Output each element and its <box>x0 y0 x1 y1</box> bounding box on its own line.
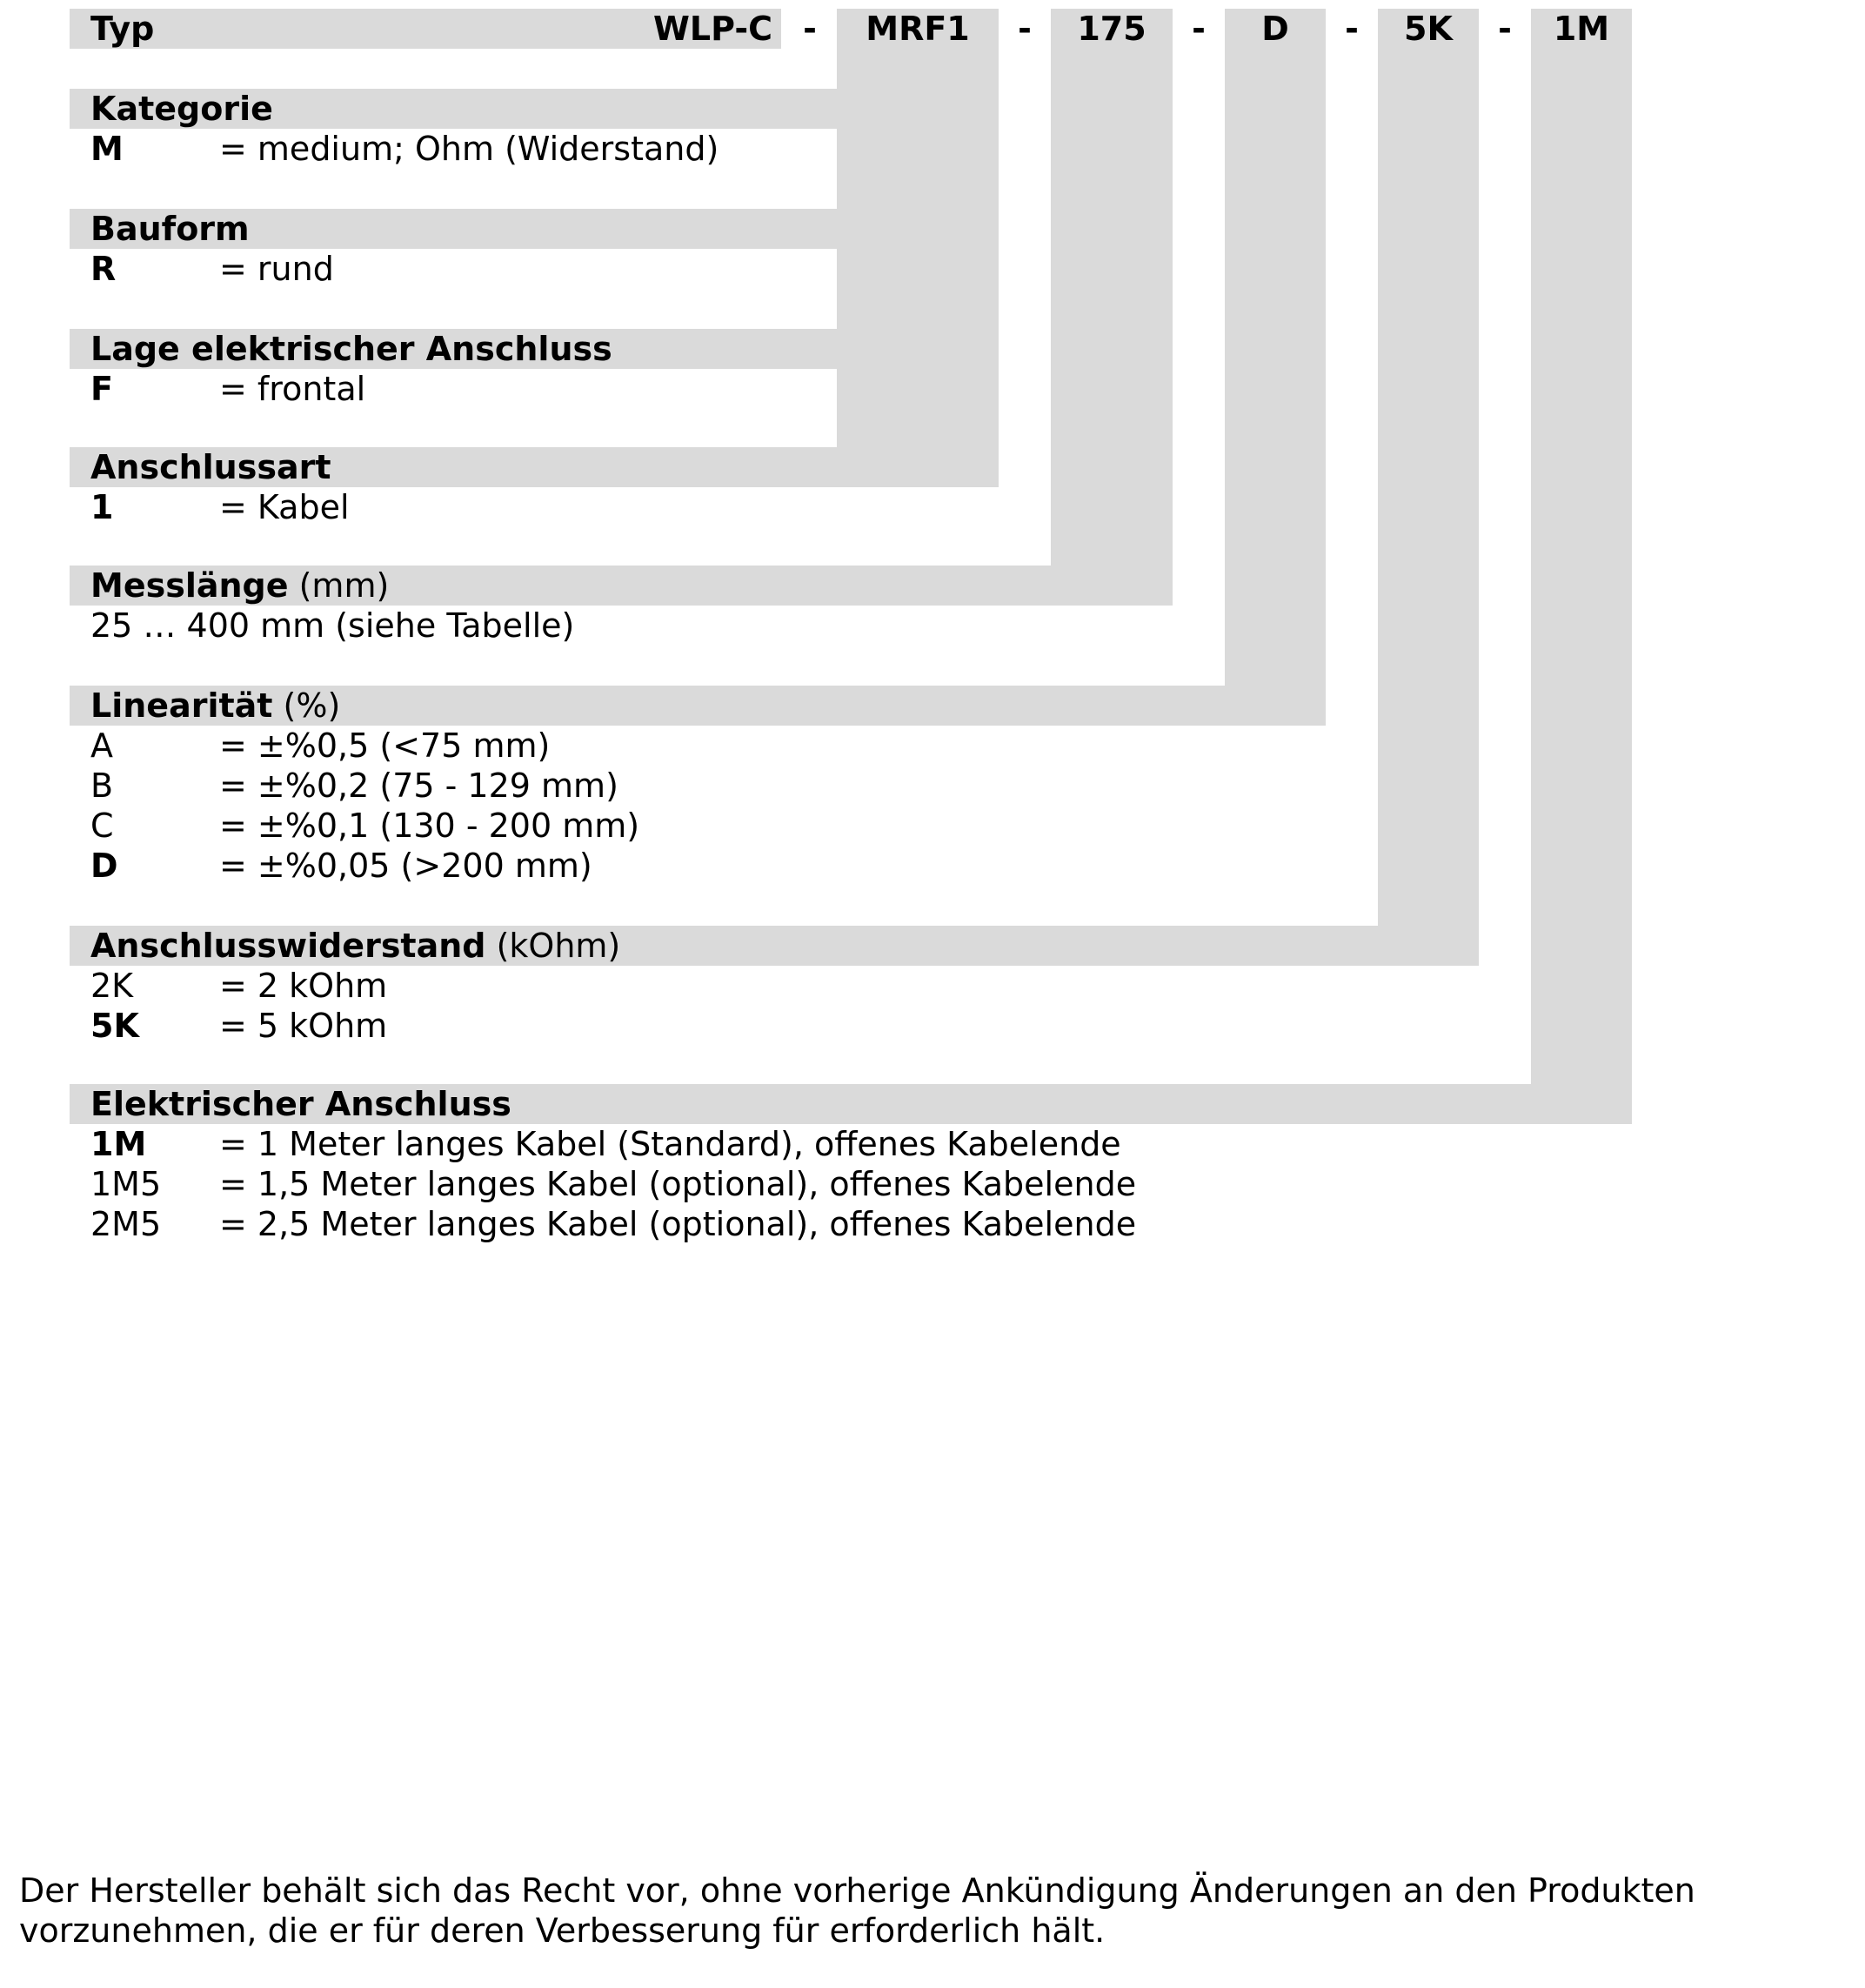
linearitaet-title: Linearität <box>90 686 273 725</box>
option-code-r: R <box>90 250 117 288</box>
section-title-bauform: Bauform <box>90 210 250 248</box>
option-text-5k: = 5 kOhm <box>219 1007 388 1045</box>
disclaimer <box>19 1871 1828 1951</box>
option-text-1m: = 1 Meter langes Kabel (Standard), offenes Kabelende <box>219 1125 1121 1163</box>
type-code-d: D <box>1261 10 1289 48</box>
type-code-175: 175 <box>1077 10 1146 48</box>
separator-1: - <box>803 10 817 48</box>
type-code-mrf1: MRF1 <box>866 10 970 48</box>
option-text-d: = ±%0,05 (>200 mm) <box>219 847 592 885</box>
option-code-1: 1 <box>90 488 114 526</box>
option-code-2k: 2K <box>90 967 134 1005</box>
column-band-175 <box>1051 9 1173 606</box>
option-code-1m: 1M <box>90 1125 147 1163</box>
section-title-messlaenge <box>90 566 389 606</box>
option-text-b: = ±%0,2 (75 - 129 mm) <box>219 766 618 805</box>
messlaenge-title: Messlänge <box>90 566 289 605</box>
section-title-linearitaet <box>90 686 340 726</box>
option-code-m: M <box>90 130 124 168</box>
option-text-2m5: = 2,5 Meter langes Kabel (optional), offenes Kabelende <box>219 1205 1137 1243</box>
anschlusswiderstand-title: Anschlusswiderstand <box>90 927 486 965</box>
messlaenge-unit: (mm) <box>288 566 390 605</box>
separator-3: - <box>1192 10 1206 48</box>
column-band-5k <box>1378 9 1479 966</box>
option-text-1m5: = 1,5 Meter langes Kabel (optional), offenes Kabelende <box>219 1165 1137 1203</box>
column-band-1m <box>1531 9 1632 1124</box>
linearitaet-unit: (%) <box>272 686 341 725</box>
disclaimer-line-2: vorzunehmen, die er für deren Verbesserung für erforderlich hält. <box>19 1911 1106 1950</box>
option-code-d: D <box>90 847 118 885</box>
column-band-d <box>1225 9 1326 726</box>
type-code-5k: 5K <box>1404 10 1453 48</box>
option-code-c: C <box>90 807 114 845</box>
option-text-r: = rund <box>219 250 334 288</box>
section-title-anschlusswiderstand <box>90 926 620 966</box>
type-code-series: WLP-C <box>653 10 772 48</box>
option-code-a: A <box>90 726 113 765</box>
separator-2: - <box>1018 10 1032 48</box>
option-code-f: F <box>90 370 113 408</box>
separator-4: - <box>1345 10 1359 48</box>
section-title-kategorie: Kategorie <box>90 90 273 128</box>
option-text-1: = Kabel <box>219 488 350 526</box>
option-code-1m5: 1M5 <box>90 1165 162 1203</box>
type-code-1m: 1M <box>1553 10 1610 48</box>
option-text-m: = medium; Ohm (Widerstand) <box>219 130 719 168</box>
option-text-f: = frontal <box>219 370 366 408</box>
messlaenge-range: 25 … 400 mm (siehe Tabelle) <box>90 606 575 645</box>
disclaimer-line-1: Der Hersteller behält sich das Recht vor, ohne vorherige Ankündigung Änderungen an den Produkten <box>19 1871 1695 1910</box>
option-text-2k: = 2 kOhm <box>219 967 388 1005</box>
separator-5: - <box>1498 10 1512 48</box>
option-text-a: = ±%0,5 (<75 mm) <box>219 726 551 765</box>
header-label: Typ <box>90 10 155 48</box>
option-code-2m5: 2M5 <box>90 1205 162 1243</box>
option-text-c: = ±%0,1 (130 - 200 mm) <box>219 807 640 845</box>
section-title-anschlussart: Anschlussart <box>90 448 331 486</box>
section-title-lage: Lage elektrischer Anschluss <box>90 330 612 368</box>
option-code-5k: 5K <box>90 1007 139 1045</box>
option-code-b: B <box>90 766 114 805</box>
section-title-elektrischer: Elektrischer Anschluss <box>90 1085 511 1123</box>
anschlusswiderstand-unit: (kOhm) <box>485 927 621 965</box>
